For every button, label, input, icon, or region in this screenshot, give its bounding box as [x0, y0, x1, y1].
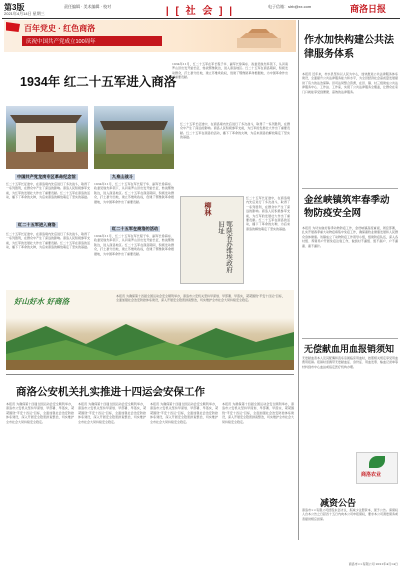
body-text-col3: 红二十五军长征途中，在商洛境内先后进行了多次战斗，取得了一系列胜利，在群众中产生了深远的影响。商洛人民积极参军支前，为红军的发展壮大作出了重要贡献。红二十五军在商洛的活动，播下了革命的火种，为后来商洛的解放奠定了坚实的基础。 — [6, 232, 90, 250]
header-rule — [2, 18, 400, 19]
notice-text: 商洛市××有限公司经股东会决议，拟减少注册资本，现予公告。请债权人自本公告之日起四十五日内向本公司申报债权，要求本公司清偿债务或者提供相应担保。 — [302, 508, 398, 521]
leaf-icon — [369, 456, 385, 468]
body-text-right-1: 红二十五军长征途中，在商洛境内先后进行了多次战斗，取得了一系列胜利，在群众中产生了深远的影响。商洛人民积极参军支前，为红军的发展壮大作出了重要贡献。红二十五军在商洛的活动，播下了革命的火种，为后来商洛的解放奠定了坚实的基础。 — [180, 122, 290, 140]
badge-label: 商洛农业 — [361, 472, 382, 478]
column-divider — [298, 20, 299, 540]
main-intro-text: 1934年11月，红二十五军在军长程子华、副军长徐海东、政委吴焕先率领下，从河南罗山县出发开始长征，转战鄂豫陕边，进入商洛地区。红二十五军在商洛期间，积极发动群众，打土豪分田地，建立苏维埃政权，创建了鄂豫陕革命根据地，为中国革命作出了重要贡献。 — [172, 62, 288, 80]
banner-title: 百年党史 · 红色商洛 — [24, 24, 96, 33]
ad-mountain-shape — [6, 320, 294, 370]
museum-photo — [6, 106, 88, 169]
page-header — [0, 0, 402, 20]
body-text-col1: 红二十五军长征途中，在商洛境内先后进行了多次战斗，取得了一系列胜利，在群众中产生了深远的影响。商洛人民积极参军支前，为红军的发展壮大作出了重要贡献。红二十五军在商洛的活动，播下了革命的火种，为后来商洛的解放奠定了坚实的基础。 — [6, 182, 90, 200]
brand-logo: 商洛日报 — [350, 5, 387, 15]
history-banner — [4, 20, 296, 52]
ad-quote-block: 本报讯 为确保第十四届全国运动会安全顺利举办，商洛市公安机关坚持早谋划、早部署、早落实，紧紧围绕"平安十四运"目标，全面加强社会治安防控体系建设，深入开展安全隐患排查整治，切实维护全市社会大局持续安全稳定。 — [116, 294, 285, 303]
header-editors: 责任编辑 · 美术编辑 · 校对 — [64, 4, 112, 9]
banner-tiananmen-icon — [234, 28, 284, 48]
caption-activities: 红二十五军在商洛的活动 — [112, 226, 159, 231]
section-title — [150, 2, 250, 17]
agriculture-badge — [356, 452, 398, 484]
bottom-text-col2: 本报讯 为确保第十四届全国运动会安全顺利举办，商洛市公安机关坚持早谋划、早部署、早落实，紧紧围绕"平安十四运"目标，全面加强社会治安防控体系建设，深入开展安全隐患排查整治，切实维护全市社会大局持续安全稳定。 — [78, 402, 146, 424]
bottom-text-col1: 本报讯 为确保第十四届全国运动会安全顺利举办，商洛市公安机关坚持早谋划、早部署、早落实，紧紧围绕"平安十四运"目标，全面加强社会治安防控体系建设，深入开展安全隐患排查整治，切实维护全市社会大局持续安全稳定。 — [6, 402, 74, 424]
page-number: 第3版 — [4, 3, 25, 12]
scenic-ad-banner — [6, 290, 294, 370]
article-epidemic-headline: 金丝峡镇筑牢春季动物防疫安全网 — [304, 195, 390, 219]
caption-museum: 中国共产党龙岗专区革命纪念馆 — [17, 174, 76, 179]
battle-site-photo — [94, 106, 174, 169]
notice-headline: 减资公告 — [320, 498, 357, 508]
main-headline: 1934年 红二十五军进入商洛 — [20, 75, 177, 89]
header-email: 电子信箱：slrb@xx.com — [268, 4, 312, 9]
poster-title: 柳林 — [204, 202, 213, 216]
right-divider-1 — [302, 188, 398, 189]
right-divider-2 — [302, 338, 398, 339]
bottom-text-col3: 本报讯 为确保第十四届全国运动会安全顺利举办，商洛市公安机关坚持早谋划、早部署、早落实，紧紧围绕"平安十四运"目标，全面加强社会治安防控体系建设，深入开展安全隐患排查整治，切实维护全市社会大局持续安全稳定。 — [150, 402, 218, 424]
ad-slogan: 好山好水 好商洛 — [14, 297, 70, 306]
caption-battle: 九泉山战斗 — [112, 174, 133, 179]
memorial-poster — [180, 196, 244, 284]
poster-calligraphy: 鄂陕省苏维埃政府旧址 — [217, 221, 233, 273]
bottom-headline: 商洛公安机关扎实推进十四运会安保工作 — [16, 386, 205, 398]
article-blood-text: 无偿献血者本人及其配偶和直系亲属临床用血时，按照相关规定享受用血费用报销。报销时需携带无偿献血证、身份证、用血发票、输血记录单等材料到市中心血站或指定医疗机构办理。 — [302, 356, 398, 369]
article-legal-headline: 作水加快构建公共法律服务体系 — [304, 35, 394, 60]
notice-signature: 商洛市××有限公司 2021年4月14日 — [348, 562, 398, 566]
bottom-text-col4: 本报讯 为确保第十四届全国运动会安全顺利举办，商洛市公安机关坚持早谋划、早部署、早落实，紧紧围绕"平安十四运"目标，全面加强社会治安防控体系建设，深入开展安全隐患排查整治，切实维护全市社会大局持续安全稳定。 — [222, 402, 294, 424]
section-title-text: | [ 社 会 ] | — [165, 6, 235, 17]
caption-enter-shangluo: 红二十五军进入商洛 — [18, 222, 56, 227]
article-legal-text: 本报讯 近年来，柞水县坚持以人民为中心，加快推进公共法律服务体系建设，全面提升公共法律服务能力和水平，为全县经济社会高质量发展提供了有力的法治保障。县司法局整合资源，在县、镇、村三级建成公共法律服务中心、工作站、工作室，实现了公共法律服务全覆盖，让群众在家门口就能享受到便捷、高效的法律服务。 — [302, 72, 398, 94]
body-text-right-2: 红二十五军长征途中，在商洛境内先后进行了多次战斗，取得了一系列胜利，在群众中产生了深远的影响。商洛人民积极参军支前，为红军的发展壮大作出了重要贡献。红二十五军在商洛的活动，播下了革命的火种，为后来商洛的解放奠定了坚实的基础。 — [246, 196, 290, 231]
body-text-col4: 1934年11月，红二十五军在军长程子华、副军长徐海东、政委吴焕先率领下，从河南罗山县出发开始长征，转战鄂豫陕边，进入商洛地区。红二十五军在商洛期间，积极发动群众，打土豪分田地，建立苏维埃政权，创建了鄂豫陕革命根据地，为中国革命作出了重要贡献。 — [94, 234, 174, 256]
banner-flag-icon — [6, 22, 20, 32]
header-date: 2021年4月14日 星期三 — [4, 11, 45, 16]
body-text-col2: 1934年11月，红二十五军在军长程子华、副军长徐海东、政委吴焕先率领下，从河南罗山县出发开始长征，转战鄂豫陕边，进入商洛地区。红二十五军在商洛期间，积极发动群众，打土豪分田地，建立苏维埃政权，创建了鄂豫陕革命根据地，为中国革命作出了重要贡献。 — [94, 182, 174, 204]
bottom-divider — [6, 374, 294, 375]
article-epidemic-text: 本报讯 为切实做好春季动物防疫工作，金丝峡镇高度重视，周密部署，扎实开展春季重大动物疫病集中免疫工作，确保畜牧业健康发展和人民群众身体健康。该镇成立了动物防疫工作领导小组，组建防疫队伍，深入各村组、养殖场户开展免疫注射工作，做到村不漏组、组不漏户、户不漏畜、畜不漏针。 — [302, 226, 398, 248]
banner-subtitle: 庆祝中国共产党成立100周年 — [26, 38, 96, 45]
article-blood-headline: 无偿献血用血报销须知 — [304, 344, 395, 354]
